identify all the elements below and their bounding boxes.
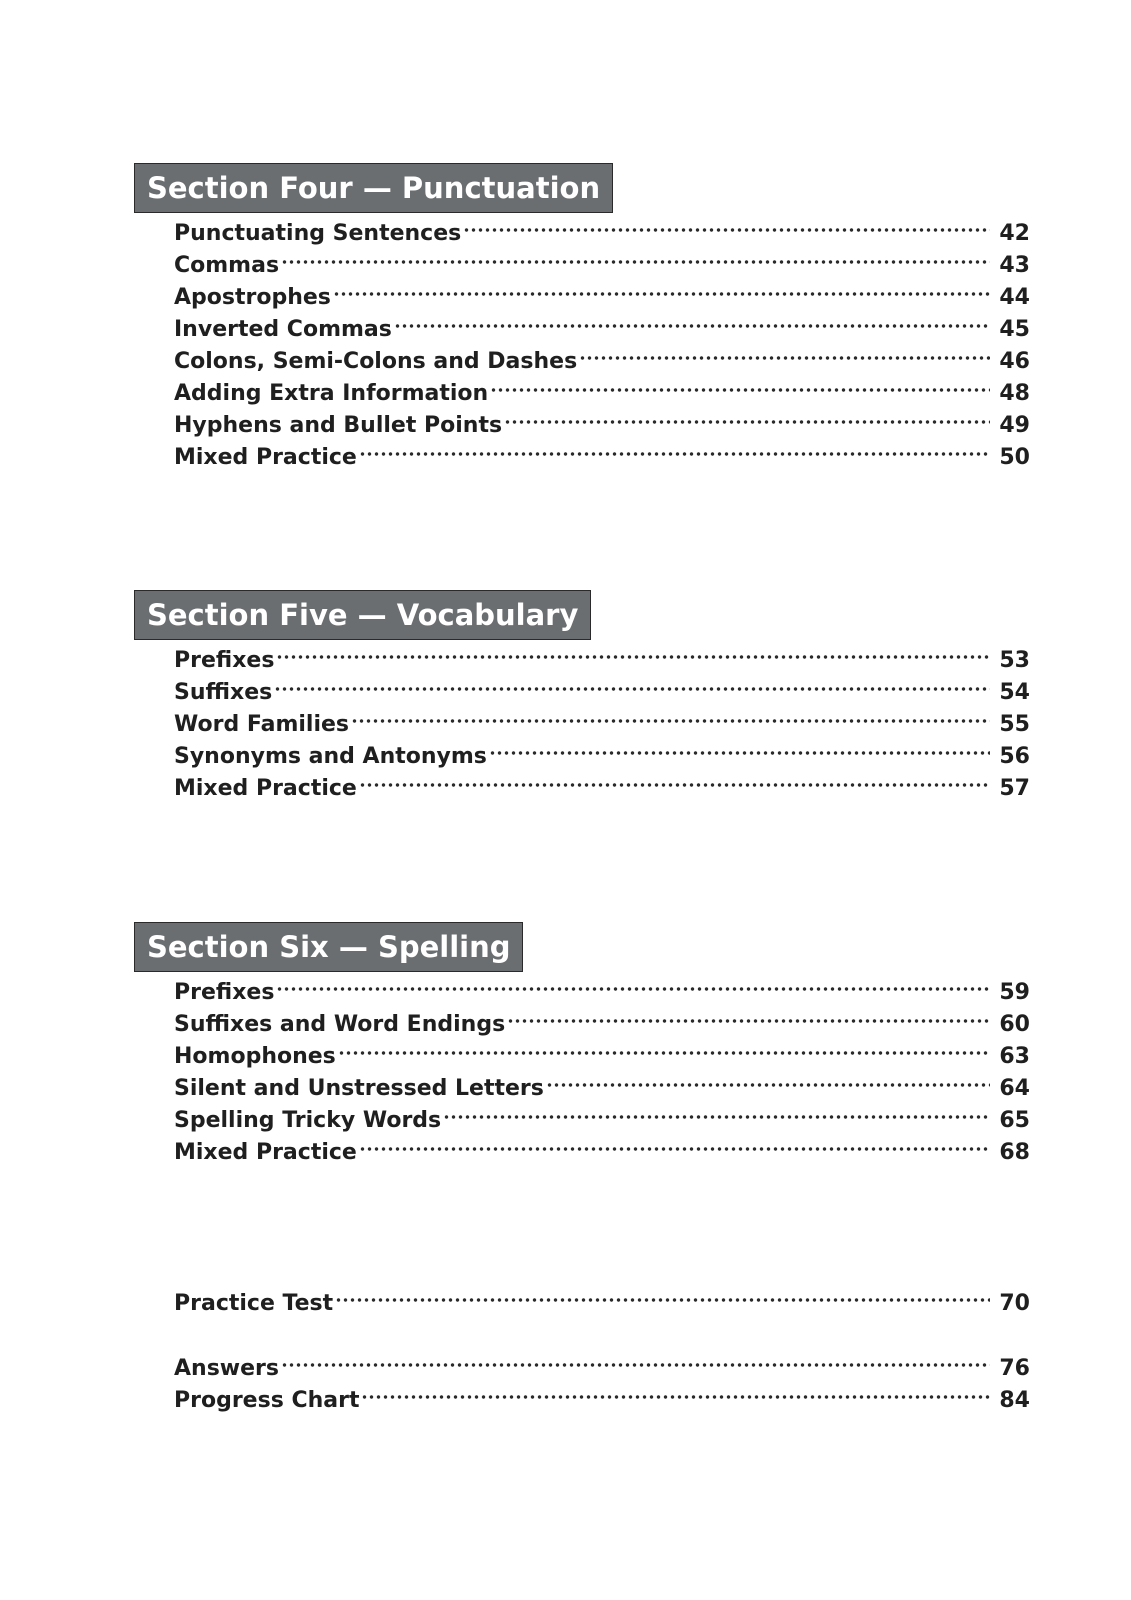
toc-entry-title: Homophones — [174, 1044, 336, 1069]
toc-entry-page: 50 — [999, 445, 1030, 470]
toc-entry[interactable] — [174, 442, 1030, 474]
toc-entry-page: 43 — [999, 253, 1030, 278]
toc-entry[interactable] — [174, 1009, 1030, 1041]
toc-entry[interactable] — [174, 1041, 1030, 1073]
toc-entry[interactable] — [174, 1073, 1030, 1105]
toc-entry[interactable] — [174, 677, 1030, 709]
toc-entry[interactable] — [174, 977, 1030, 1009]
toc-entry-page: 68 — [999, 1140, 1030, 1165]
dot-leader — [504, 418, 990, 426]
toc-entry-page: 49 — [999, 413, 1030, 438]
toc-entry-title: Practice Test — [174, 1291, 334, 1316]
dot-leader — [443, 1113, 990, 1121]
toc-entry[interactable] — [174, 346, 1030, 378]
toc-entry-page: 63 — [999, 1044, 1030, 1069]
toc-entry-page: 64 — [999, 1076, 1030, 1101]
toc-entry-page: 60 — [999, 1012, 1030, 1037]
dot-leader — [276, 985, 990, 993]
toc-entry-page: 48 — [999, 381, 1030, 406]
toc-list — [174, 645, 1030, 805]
toc-entry-title: Mixed Practice — [174, 776, 357, 801]
toc-extras — [174, 1288, 1030, 1320]
toc-entry-title: Word Families — [174, 712, 350, 737]
section-header: Section Five — Vocabulary — [134, 590, 591, 640]
toc-entry-practice-test[interactable] — [174, 1288, 1030, 1320]
dot-leader — [281, 1361, 990, 1369]
dot-leader — [333, 290, 990, 298]
toc-entry-title: Punctuating Sentences — [174, 221, 462, 246]
toc-entry-page: 53 — [999, 648, 1030, 673]
toc-entry-title: Mixed Practice — [174, 1140, 357, 1165]
dot-leader — [281, 258, 990, 266]
toc-entry[interactable] — [174, 741, 1030, 773]
toc-list — [174, 218, 1030, 474]
dot-leader — [489, 749, 990, 757]
dot-leader — [490, 386, 990, 394]
toc-entry[interactable] — [174, 773, 1030, 805]
dot-leader — [335, 1296, 990, 1304]
toc-entry-title: Progress Chart — [174, 1388, 360, 1413]
toc-entry-title: Answers — [174, 1356, 279, 1381]
toc-entry-title: Suffixes and Word Endings — [174, 1012, 506, 1037]
toc-entry-title: Apostrophes — [174, 285, 331, 310]
toc-entry[interactable] — [174, 1105, 1030, 1137]
toc-entry[interactable] — [174, 314, 1030, 346]
toc-entry-page: 84 — [999, 1388, 1030, 1413]
toc-entry-title: Commas — [174, 253, 280, 278]
toc-list — [174, 977, 1030, 1169]
section-header: Section Four — Punctuation — [134, 163, 613, 213]
toc-entry-page: 59 — [999, 980, 1030, 1005]
toc-entry[interactable] — [174, 645, 1030, 677]
toc-entry-title: Prefixes — [174, 648, 275, 673]
toc-entry-page: 42 — [999, 221, 1030, 246]
toc-entry-page: 65 — [999, 1108, 1030, 1133]
toc-entry-page: 54 — [999, 680, 1030, 705]
toc-entry-title: Colons, Semi-Colons and Dashes — [174, 349, 578, 374]
toc-entry-page: 45 — [999, 317, 1030, 342]
toc-entry-title: Mixed Practice — [174, 445, 357, 470]
dot-leader — [463, 226, 990, 234]
toc-extras-2 — [174, 1353, 1030, 1417]
toc-entry-title: Suffixes — [174, 680, 273, 705]
toc-entry-page: 44 — [999, 285, 1030, 310]
dot-leader — [276, 653, 990, 661]
toc-entry-title: Synonyms and Antonyms — [174, 744, 487, 769]
toc-entry[interactable] — [174, 282, 1030, 314]
dot-leader — [274, 685, 990, 693]
toc-entry-answers[interactable] — [174, 1353, 1030, 1385]
toc-entry-title: Prefixes — [174, 980, 275, 1005]
toc-entry-page: 46 — [999, 349, 1030, 374]
dot-leader — [351, 717, 990, 725]
toc-entry-title: Adding Extra Information — [174, 381, 489, 406]
toc-entry[interactable] — [174, 218, 1030, 250]
toc-entry-title: Silent and Unstressed Letters — [174, 1076, 544, 1101]
toc-entry-title: Inverted Commas — [174, 317, 392, 342]
dot-leader — [546, 1081, 990, 1089]
dot-leader — [394, 322, 990, 330]
toc-entry[interactable] — [174, 378, 1030, 410]
toc-entry-page: 55 — [999, 712, 1030, 737]
dot-leader — [579, 354, 990, 362]
toc-entry[interactable] — [174, 410, 1030, 442]
dot-leader — [507, 1017, 990, 1025]
toc-entry-title: Hyphens and Bullet Points — [174, 413, 503, 438]
toc-entry-page: 70 — [999, 1291, 1030, 1316]
toc-entry-page: 76 — [999, 1356, 1030, 1381]
dot-leader — [338, 1049, 990, 1057]
dot-leader — [359, 781, 990, 789]
dot-leader — [359, 1145, 990, 1153]
toc-entry[interactable] — [174, 250, 1030, 282]
toc-entry-page: 56 — [999, 744, 1030, 769]
toc-entry[interactable] — [174, 1137, 1030, 1169]
dot-leader — [359, 450, 990, 458]
toc-entry[interactable] — [174, 709, 1030, 741]
section-header: Section Six — Spelling — [134, 922, 523, 972]
toc-entry-progress-chart[interactable] — [174, 1385, 1030, 1417]
toc-entry-title: Spelling Tricky Words — [174, 1108, 442, 1133]
toc-entry-page: 57 — [999, 776, 1030, 801]
dot-leader — [361, 1393, 990, 1401]
